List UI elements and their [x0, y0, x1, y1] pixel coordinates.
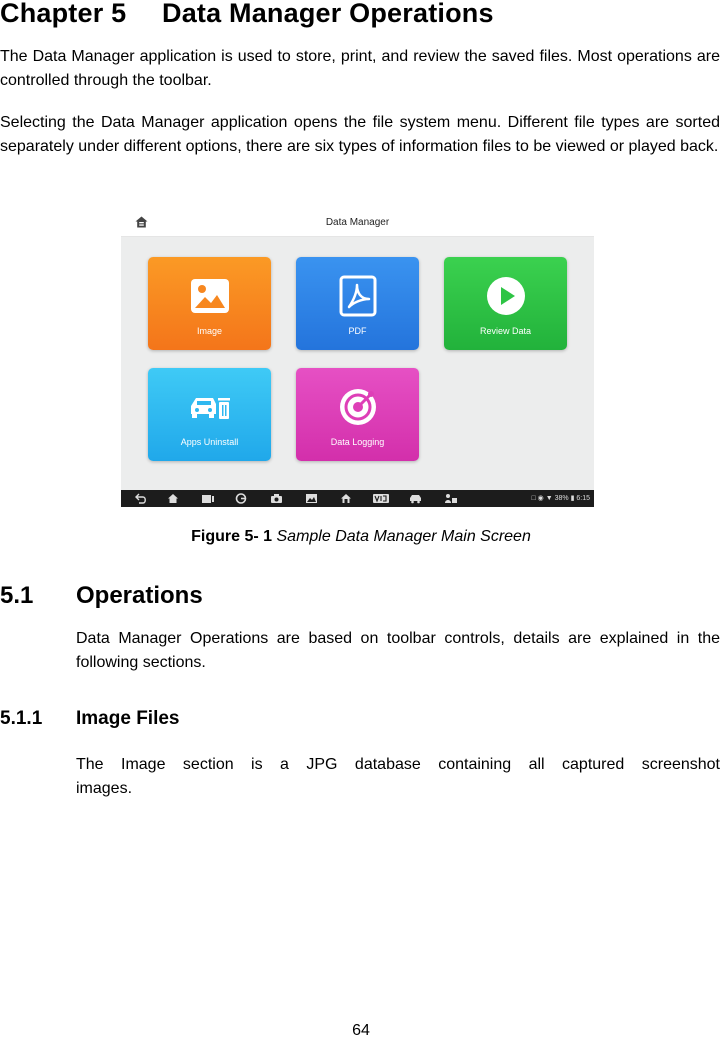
chapter-number: Chapter 5	[0, 0, 127, 28]
data-logging-icon	[337, 386, 379, 428]
system-navigation-bar	[121, 490, 594, 507]
pdf-tile[interactable]	[296, 257, 419, 350]
page-number: 64	[352, 1022, 370, 1039]
tile-label: Data Logging	[330, 437, 385, 447]
image-tile[interactable]	[148, 257, 271, 350]
review-data-tile[interactable]	[444, 257, 567, 350]
remote-support-icon[interactable]	[444, 493, 458, 504]
intro-paragraph-2: Selecting the Data Manager application opens the file system menu. Different file types are sorted separately under different options, there are six types of information files to be viewed or played back.	[0, 114, 720, 155]
tile-label: PDF	[348, 326, 367, 336]
section-title: Operations	[76, 582, 203, 609]
wifi-icon: ▼	[545, 495, 553, 502]
car-trash-icon	[189, 386, 231, 428]
app-title-bar	[121, 210, 594, 237]
vehicle-icon[interactable]	[409, 493, 422, 504]
intro-paragraph-1: The Data Manager application is used to store, print, and review the saved files. Most operations are controlled through the toolbar.	[0, 48, 720, 89]
battery-icon: ▮	[570, 495, 575, 502]
section-heading	[0, 582, 203, 610]
clock: 6:15	[576, 495, 590, 502]
browser-icon[interactable]	[235, 493, 247, 504]
pdf-icon	[337, 275, 379, 317]
image-icon	[189, 275, 231, 317]
tile-label: Image	[196, 326, 222, 336]
status-area	[531, 494, 590, 502]
section-body: Data Manager Operations are based on toolbar controls, details are explained in the following sections.	[76, 630, 720, 671]
subsection-number: 5.1.1	[0, 708, 43, 729]
figure-label: Figure 5- 1	[191, 528, 273, 545]
play-icon	[485, 275, 527, 317]
settings-status-icon: ◉	[537, 495, 544, 502]
chapter-title: Data Manager Operations	[162, 0, 494, 28]
tile-label: Apps Uninstall	[180, 437, 239, 447]
tile-label: Review Data	[479, 326, 532, 336]
subsection-heading	[0, 708, 180, 730]
battery-level: 38%	[554, 495, 569, 502]
back-icon[interactable]	[135, 493, 147, 504]
section-number: 5.1	[0, 582, 34, 609]
subsection-title: Image Files	[76, 708, 180, 729]
figure-caption	[0, 528, 722, 546]
data-logging-tile[interactable]	[296, 368, 419, 461]
vci-icon[interactable]	[372, 493, 390, 504]
recent-apps-icon[interactable]	[201, 493, 215, 504]
vci-home-icon[interactable]	[340, 493, 352, 504]
tile-grid	[121, 237, 594, 490]
subsection-body: The Image section is a JPG database containing all captured screenshot images.	[76, 756, 720, 797]
camera-icon[interactable]	[270, 493, 283, 504]
home-nav-icon[interactable]	[167, 493, 179, 504]
data-manager-screenshot	[121, 210, 594, 507]
gallery-icon[interactable]	[305, 493, 318, 504]
chapter-heading	[0, 0, 494, 29]
apps-uninstall-tile[interactable]	[148, 368, 271, 461]
message-icon: □	[531, 495, 536, 502]
app-title: Data Manager	[325, 217, 390, 228]
figure-caption-text: Sample Data Manager Main Screen	[276, 528, 531, 545]
